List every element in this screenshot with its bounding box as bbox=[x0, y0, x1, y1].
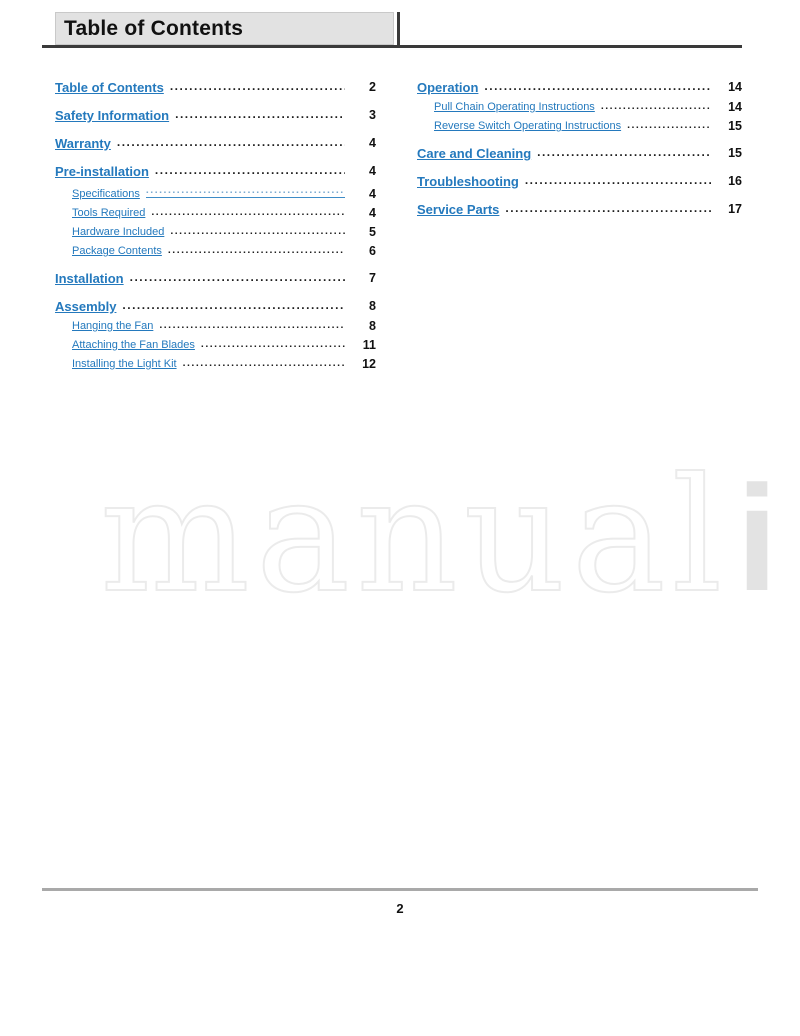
toc-entry bbox=[55, 107, 376, 123]
toc-entry-link[interactable]: Attaching the Fan Blades bbox=[72, 339, 195, 351]
dotted-leader bbox=[155, 163, 345, 178]
toc-entry-link[interactable]: Service Parts bbox=[417, 202, 500, 217]
dotted-leader bbox=[537, 145, 711, 160]
watermark-outline-text: manual bbox=[100, 444, 729, 628]
section-header-box bbox=[55, 12, 394, 45]
toc-entry-link[interactable]: Warranty bbox=[55, 136, 111, 151]
dotted-leader bbox=[201, 337, 345, 351]
toc-entry bbox=[55, 79, 376, 95]
toc-entry bbox=[55, 318, 376, 333]
footer-rule bbox=[42, 888, 758, 891]
toc-entry-link[interactable]: Package Contents bbox=[72, 245, 162, 257]
toc-entry-link[interactable]: Specifications bbox=[72, 188, 140, 200]
dotted-leader bbox=[168, 243, 345, 257]
dotted-leader bbox=[525, 173, 711, 188]
toc-entry-link[interactable]: Installation bbox=[55, 271, 124, 286]
toc-entry-link[interactable]: Safety Information bbox=[55, 108, 170, 123]
toc-entry bbox=[55, 135, 376, 151]
toc-entry bbox=[55, 337, 376, 352]
dotted-leader bbox=[175, 107, 345, 122]
dotted-leader bbox=[146, 183, 345, 198]
toc-entry bbox=[55, 298, 376, 314]
toc-entry-link[interactable]: Operation bbox=[417, 80, 479, 95]
dotted-leader bbox=[117, 135, 345, 150]
dotted-leader bbox=[183, 356, 345, 370]
toc-entry-page: 15 bbox=[728, 119, 742, 133]
toc-entry bbox=[417, 118, 742, 133]
toc-entry-page: 4 bbox=[369, 164, 376, 178]
toc-entry bbox=[55, 163, 376, 179]
toc-entry-page: 4 bbox=[369, 136, 376, 150]
toc-entry-link[interactable]: Installing the Light Kit bbox=[72, 358, 177, 370]
toc-entry-page: 8 bbox=[369, 319, 376, 333]
watermark-solid-text: i bbox=[736, 454, 778, 622]
toc-column-right bbox=[417, 79, 742, 217]
toc-entry-link[interactable]: Care and Cleaning bbox=[417, 146, 532, 161]
page-title: Table of Contents bbox=[64, 16, 244, 40]
toc-entry-page: 2 bbox=[369, 80, 376, 94]
toc-entry bbox=[55, 356, 376, 371]
header-vertical-rule bbox=[397, 12, 400, 48]
toc-column-left bbox=[55, 79, 376, 371]
toc-entry-page: 3 bbox=[369, 108, 376, 122]
dotted-leader bbox=[505, 201, 711, 216]
dotted-leader bbox=[159, 318, 345, 332]
toc-entry-page: 16 bbox=[728, 174, 742, 188]
dotted-leader bbox=[484, 79, 711, 94]
toc-entry-link[interactable]: Pre-installation bbox=[55, 164, 149, 179]
dotted-leader bbox=[122, 298, 345, 313]
toc-entry-page: 15 bbox=[728, 146, 742, 160]
header-horizontal-rule bbox=[42, 45, 742, 48]
toc-entry bbox=[55, 205, 376, 220]
dotted-leader bbox=[601, 99, 711, 113]
toc-entry-page: 7 bbox=[369, 271, 376, 285]
toc-entry-page: 14 bbox=[728, 80, 742, 94]
toc-entry bbox=[417, 99, 742, 114]
toc-entry-link[interactable]: Reverse Switch Operating Instructions bbox=[434, 120, 622, 132]
dotted-leader bbox=[170, 79, 345, 94]
dotted-leader bbox=[170, 224, 345, 238]
toc-entry-link[interactable]: Pull Chain Operating Instructions bbox=[434, 101, 595, 113]
toc-entry-link[interactable]: Hardware Included bbox=[72, 226, 165, 238]
toc-entry-page: 12 bbox=[362, 357, 376, 371]
toc-entry bbox=[55, 270, 376, 286]
toc-entry-link[interactable]: Hanging the Fan bbox=[72, 320, 154, 332]
toc-entry bbox=[55, 243, 376, 258]
dotted-leader bbox=[627, 118, 711, 132]
dotted-leader bbox=[130, 270, 345, 285]
toc-entry-link[interactable]: Troubleshooting bbox=[417, 174, 519, 189]
toc-entry-page: 17 bbox=[728, 202, 742, 216]
dotted-leader bbox=[151, 205, 345, 219]
toc-entry-link[interactable]: Assembly bbox=[55, 299, 117, 314]
toc-entry-page: 6 bbox=[369, 244, 376, 258]
toc-entry bbox=[417, 145, 742, 161]
page-number: 2 bbox=[396, 901, 404, 916]
toc-entry-link[interactable]: Tools Required bbox=[72, 207, 146, 219]
toc-entry-page: 11 bbox=[362, 338, 376, 352]
toc-entry bbox=[55, 224, 376, 239]
toc-entry bbox=[417, 201, 742, 217]
toc-entry-page: 8 bbox=[369, 299, 376, 313]
toc-entry-page: 4 bbox=[369, 206, 376, 220]
toc-entry-page: 4 bbox=[369, 187, 376, 201]
toc-entry-page: 5 bbox=[369, 225, 376, 239]
toc-entry bbox=[55, 183, 376, 201]
manualslib-watermark bbox=[100, 444, 778, 628]
toc-entry-link[interactable]: Table of Contents bbox=[55, 80, 164, 95]
toc-entry-page: 14 bbox=[728, 100, 742, 114]
toc-entry bbox=[417, 79, 742, 95]
toc-entry bbox=[417, 173, 742, 189]
